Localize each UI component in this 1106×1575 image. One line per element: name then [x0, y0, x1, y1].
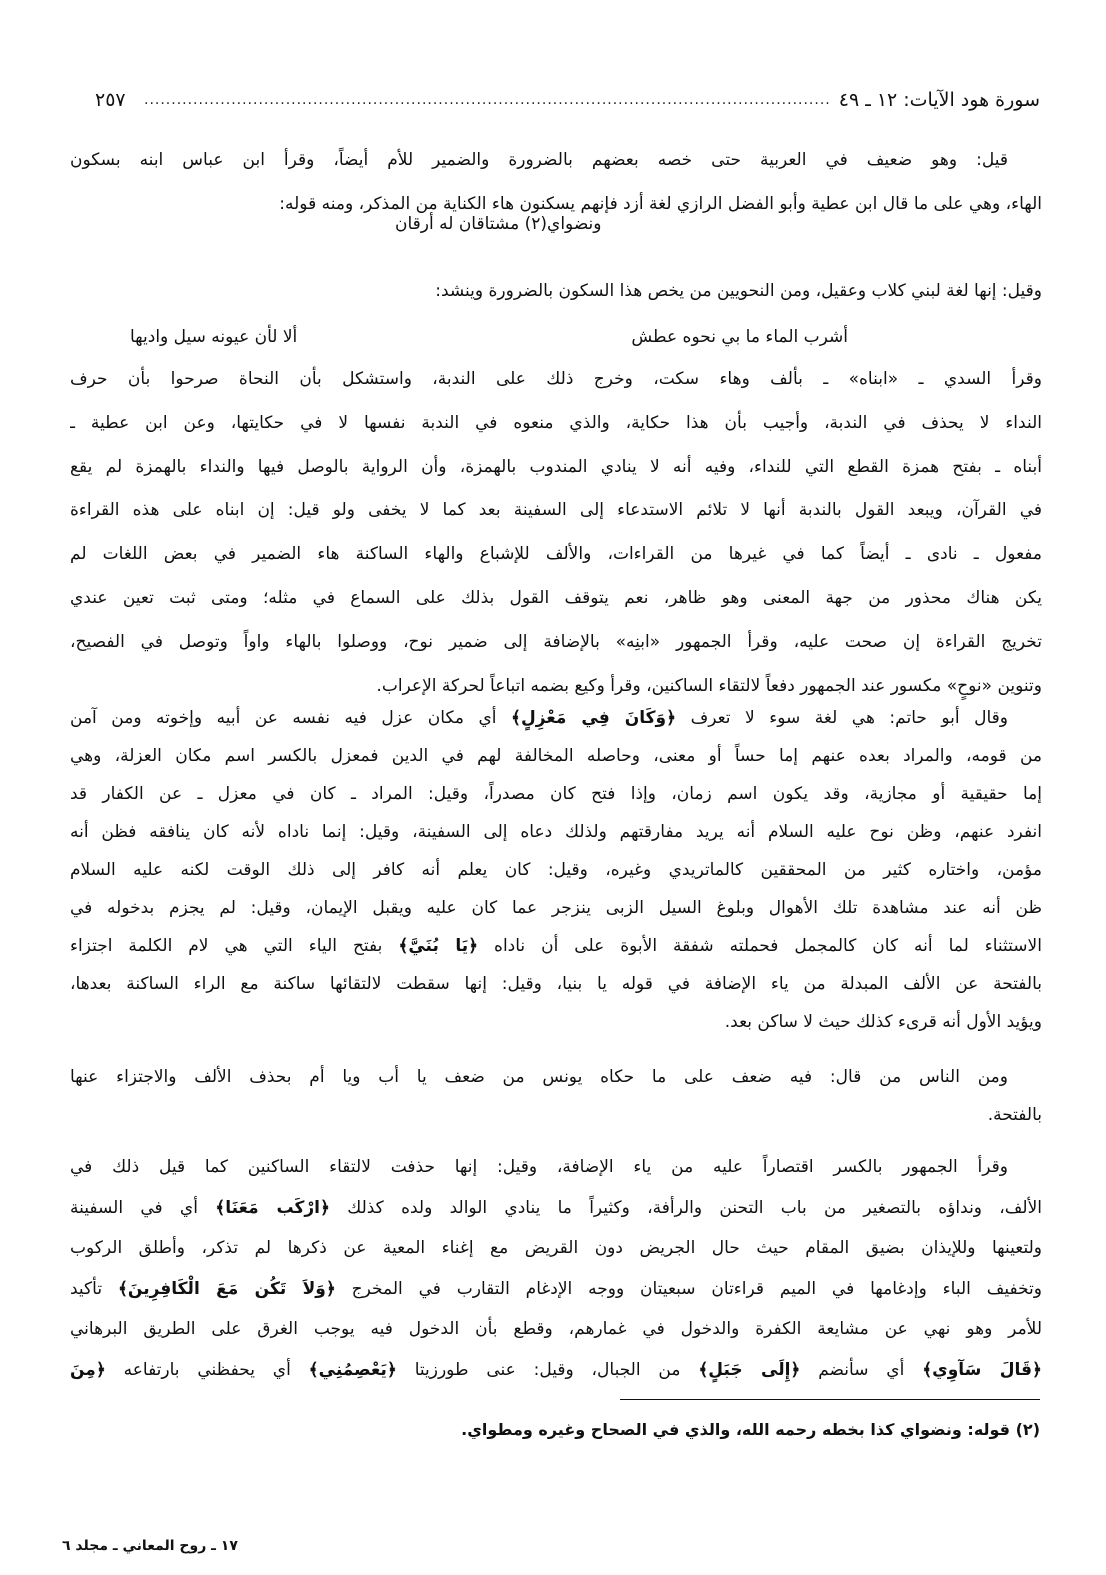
text-segment: بالفتحة.	[987, 1105, 1042, 1125]
running-header	[95, 84, 1040, 116]
text-line	[70, 270, 1042, 314]
text-segment: بفتح الياء التي هي لام الكلمة اجتزاء	[70, 936, 399, 956]
text-line	[70, 358, 1042, 402]
footnote-divider	[620, 1399, 1040, 1400]
text-segment: أي سأنضم	[800, 1359, 923, 1380]
text-segment: يكن هناك محذور من جهة المعنى وهو ظاهر، نعم يتوقف القول بذلك على السماع في مثله؛ ومتى ثبت تعين عندي	[70, 587, 1042, 608]
text-segment: وقيل: إنها لغة لبني كلاب وعقيل، ومن النحويين من يخص هذا السكون بالضرورة وينشد:	[435, 281, 1042, 302]
quran-quote: ﴿ارْكَب مَعَنَا﴾	[215, 1197, 330, 1218]
quran-quote: ﴿وَكَانَ فِي مَعْزِلٍ﴾	[511, 708, 677, 728]
text-line	[70, 927, 1042, 965]
text-line	[70, 1058, 1042, 1096]
text-line	[70, 489, 1042, 533]
header-title: سورة هود الآيات: ١٢ ـ ٤٩	[838, 89, 1040, 111]
text-segment: وتنوين «نوحٍ» مكسور عند الجمهور دفعاً لالتقاء الساكنين، وقرأ وكيع بضمه اتباعاً لحركة الإعراب.	[376, 675, 1042, 696]
printer-signature: ١٧ ـ روح المعاني ـ مجلد ٦	[62, 1538, 238, 1554]
text-segment: في القرآن، ويبعد القول بالندبة أنها لا تلائم الاستدعاء إلى السفينة بعد كما لا يخفى ولو قيل: إن ابناه على هذه القراءة	[70, 500, 1042, 521]
text-segment: أبناه ـ بفتح همزة القطع التي للنداء، وفيه أنه لا ينادي المندوب بالهمزة، وأن الرواية بالوصل فيها والنداء بالهمزة لم يقع	[70, 456, 1042, 477]
verse-line-1: ونضواي(٢) مشتاقان له أرقان	[395, 214, 602, 234]
text-segment: من قومه، والمراد بعده عنهم إما حساً أو معنى، وحاصله المخالفة لهم في الدين فمعزل بالكسر اسم مكان العزلة، وهي	[70, 746, 1042, 766]
text-segment: مؤمن، واختاره كثير من المحققين كالماتريدي وغيره، وقيل: كان يعلم أنه كافر إلى ذلك الوقت لكنه عليه السلام	[70, 860, 1042, 880]
text-line	[70, 889, 1042, 927]
verse-hemistich-second: ألا لأن عيونه سيل واديها	[130, 327, 298, 347]
text-line	[70, 446, 1042, 490]
quran-quote: ﴿وَلاَ تَكُن مَعَ الْكَافِرِينَ﴾	[117, 1278, 336, 1299]
text-line	[70, 402, 1042, 446]
text-segment: الاستثناء لما أنه كان كالمجمل فحملته شفقة الأبوة على أن ناداه	[478, 936, 1042, 956]
text-line	[70, 1228, 1042, 1269]
text-segment: مفعول ـ نادى ـ أيضاً كما في غيرها من القراءات، والألف للإشباع والهاء الساكنة هاء الضمير في بعض اللغات لم	[70, 544, 1042, 565]
text-line	[70, 965, 1042, 1003]
text-line	[70, 577, 1042, 621]
text-segment: من الجبال، وقيل: عنى طورزيتا	[396, 1359, 699, 1380]
paragraph-3	[70, 1058, 1042, 1134]
text-line	[70, 813, 1042, 851]
text-segment: أي في السفينة	[70, 1197, 216, 1218]
text-segment: قيل: وهو ضعيف في العربية حتى خصه بعضهم بالضرورة والضمير للأم أيضاً، وقرأ ابن عباس ابنه بسكون	[70, 150, 1008, 170]
text-line	[70, 1147, 1042, 1188]
text-line	[70, 775, 1042, 813]
text-segment: وقال أبو حاتم: هي لغة سوء لا تعرف	[676, 708, 1008, 728]
text-line	[70, 1269, 1042, 1310]
text-line	[70, 1350, 1042, 1391]
text-segment: النداء لا يحذف في الندبة، وأجيب بأن هذا حكاية، والذي منعوه في الندبة نفسها لا في حكايتها، وعن ابن عطية ـ	[70, 412, 1042, 433]
text-segment: تخريج القراءة إن صحت عليه، وقرأ الجمهور «ابنِه» بالإضافة إلى ضمير نوح، ووصلوا بالهاء واواً وتوصل في الفصيح،	[70, 631, 1042, 652]
text-line	[70, 533, 1042, 577]
text-segment: ويؤيد الأول أنه قرىء كذلك حيث لا ساكن بعد.	[724, 1012, 1042, 1032]
text-segment: انفرد عنهم، وظن نوح عليه السلام أنه يريد مفارقتهم ولذلك دعاه إلى السفينة، وقيل: إنما ناداه لأنه كان ينافقه فظن أنه	[70, 822, 1042, 842]
footnote: (٢) قوله: ونضواي كذا بخطه رحمه الله، والذي في الصحاح وغيره ومطواي.	[461, 1420, 1040, 1439]
text-segment: وقرأ السدي ـ «ابناه» ـ بألف وهاء سكت، وخرج ذلك على الندبة، واستشكل بأن النحاة صرحوا بأن حرف	[70, 368, 1042, 389]
text-line	[70, 1309, 1042, 1350]
paragraph-4	[70, 1147, 1042, 1391]
quran-quote: ﴿مِنَ	[70, 1359, 106, 1380]
text-line	[70, 1003, 1042, 1041]
text-segment: ظن أنه عند مشاهدة تلك الأهوال وبلوغ السيل الزبى ينزجر عما كان عليه ويقبل الإيمان، وقيل: لم يجزم بدخوله في	[70, 898, 1042, 918]
quran-quote: ﴿يَعْصِمُنِي﴾	[308, 1359, 397, 1380]
page-number: ٢٥٧	[95, 89, 126, 111]
text-segment: تأكيد	[70, 1278, 118, 1299]
text-segment: وقرأ الجمهور بالكسر اقتصاراً عليه من ياء الإضافة، وقيل: إنها حذفت لالتقاء الساكنين كما قيل ذلك في	[70, 1157, 1008, 1177]
text-line	[70, 737, 1042, 775]
text-segment: الهاء، وهي على ما قال ابن عطية وأبو الفضل الرازي لغة أزد فإنهم يسكنون هاء الكناية من المذكر، ومنه قوله:	[279, 193, 1042, 214]
quran-quote: ﴿قَالَ سَآوِي﴾	[922, 1359, 1042, 1380]
text-segment: أي مكان عزل فيه نفسه عن أبيه وإخوته ومن آمن	[70, 708, 511, 728]
text-segment: وتخفيف الباء وإدغامها في الميم قراءتان سبعيتان ووجه الإدغام التقارب في المخرج	[335, 1278, 1042, 1299]
text-line	[70, 1096, 1042, 1134]
quran-quote: ﴿إِلَى جَبَلٍ﴾	[698, 1359, 801, 1380]
text-line	[70, 699, 1042, 737]
text-line	[70, 621, 1042, 665]
text-line	[70, 1188, 1042, 1229]
header-leader-dots: ..............................................................................................................................	[144, 92, 831, 108]
text-segment: ومن الناس من قال: فيه ضعف على ما حكاه يونس من ضعف يا أب ويا أم بحذف الألف والاجتزاء عنها	[70, 1067, 1008, 1087]
text-line	[70, 851, 1042, 889]
quran-quote: ﴿يَا بُنَيَّ﴾	[398, 936, 479, 956]
verse-hemistich-first: أشرب الماء ما بي نحوه عطش	[631, 327, 848, 347]
text-segment: الألف، ونداؤه بالتصغير من باب التحنن والرأفة، وكثيراً ما ينادي الوالد ولده كذلك	[329, 1197, 1042, 1218]
text-segment: ولتعينها وللإيذان بضيق المقام حيث حال الجريض دون القريض مع إغناء المعية عن ذكرها لم تذكر، وأطلق الركوب	[70, 1238, 1042, 1259]
paragraph-2	[70, 699, 1042, 1041]
text-segment: إما حقيقية أو مجازية، وقد يكون اسم زمان، وإذا فتح كان مصدراً، وقيل: المراد ـ كان في معزل ـ عن الكفار قد	[70, 784, 1042, 804]
text-line	[70, 139, 1042, 183]
text-segment: أي يحفظني بارتفاعه	[105, 1359, 309, 1380]
text-segment: بالفتحة عن الألف المبدلة من ياء الإضافة في قوله يا بنيا، وقيل: إنها سقطت لالتقائها ساكنة مع الراء الساكنة بعدها،	[70, 974, 1042, 994]
text-segment: للأمر وهو نهي عن مشايعة الكفرة والدخول في غمارهم، وقطع بأن الدخول فيه يوجب الغرق على الطريق البرهاني	[70, 1319, 1042, 1340]
